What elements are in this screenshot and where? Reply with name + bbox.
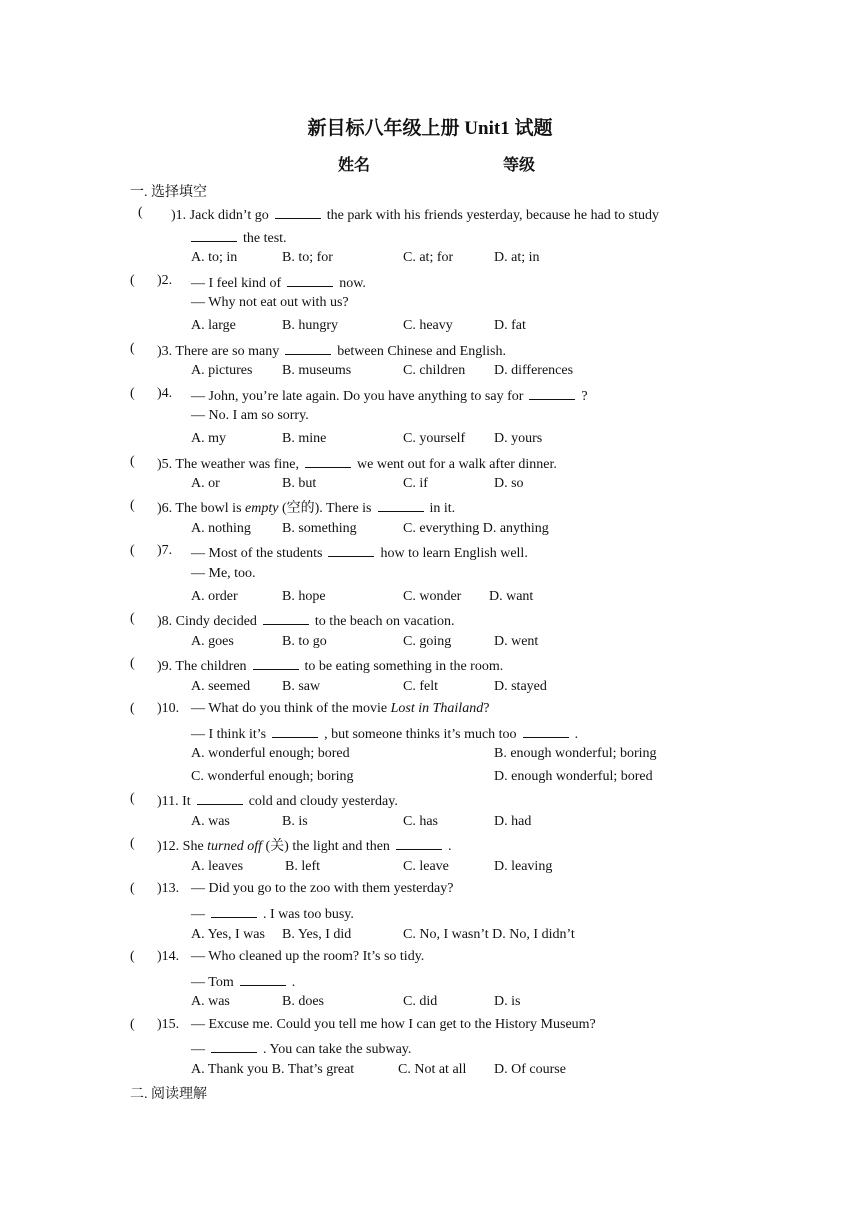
option-d: D. enough wonderful; bored: [494, 769, 653, 784]
name-label: 姓名: [338, 157, 371, 174]
question-13-number: )13.: [157, 881, 180, 896]
option-a: A. wonderful enough; bored: [191, 746, 350, 761]
option-c: C. wonder: [403, 589, 462, 604]
answer-blank: [275, 204, 321, 219]
question-14: — Who cleaned up the room? It’s so tidy.: [191, 949, 425, 964]
question-4-number: )4.: [157, 386, 173, 401]
question-10-reply: — I think it’s , but someone thinks it’s much too .: [191, 723, 578, 744]
question-15: — Excuse me. Could you tell me how I can get to the History Museum?: [191, 1017, 596, 1032]
option-c: C. everything D. anything: [403, 521, 549, 536]
answer-paren: (: [138, 205, 143, 220]
grade-label: 等级: [503, 157, 536, 174]
option-d: D. want: [489, 589, 534, 604]
answer-blank: [305, 453, 351, 468]
option-d: D. went: [494, 634, 539, 649]
answer-blank: [191, 227, 237, 242]
option-d: D. Of course: [494, 1062, 566, 1077]
option-d: D. fat: [494, 318, 526, 333]
option-a: A. pictures: [191, 363, 253, 378]
option-a: A. my: [191, 431, 226, 446]
answer-blank: [287, 272, 333, 287]
answer-paren: (: [130, 881, 135, 896]
option-c: C. going: [403, 634, 452, 649]
option-d: D. is: [494, 994, 521, 1009]
answer-paren: (: [130, 543, 135, 558]
option-a: A. order: [191, 589, 238, 604]
question-11: )11. It cold and cloudy yesterday.: [157, 790, 398, 811]
answer-blank: [211, 1038, 257, 1053]
answer-paren: (: [130, 273, 135, 288]
question-2: — I feel kind of now.: [191, 272, 366, 293]
answer-blank: [529, 385, 575, 400]
question-14-reply: — Tom .: [191, 971, 295, 992]
option-b: B. Yes, I did: [282, 927, 352, 942]
section-heading-choice: 一. 选择填空: [130, 185, 207, 200]
option-c: C. wonderful enough; boring: [191, 769, 354, 784]
option-d: D. leaving: [494, 859, 553, 874]
option-c: C. felt: [403, 679, 438, 694]
option-b: B. but: [282, 476, 317, 491]
question-10-number: )10.: [157, 701, 180, 716]
option-c: C. yourself: [403, 431, 466, 446]
question-7-number: )7.: [157, 543, 173, 558]
option-d: D. at; in: [494, 250, 540, 265]
option-a: A. seemed: [191, 679, 251, 694]
question-2-reply: — Why not eat out with us?: [191, 295, 349, 310]
option-b: B. to go: [282, 634, 327, 649]
option-b: B. museums: [282, 363, 352, 378]
answer-paren: (: [130, 656, 135, 671]
question-15-number: )15.: [157, 1017, 180, 1032]
option-a: A. to; in: [191, 250, 238, 265]
option-b: B. something: [282, 521, 357, 536]
question-1: )1. Jack didn’t go the park with his friends yesterday, because he had to study: [171, 204, 659, 225]
option-a: A. Yes, I was: [191, 927, 265, 942]
question-1-cont: the test.: [191, 227, 287, 248]
question-6: )6. The bowl is empty (空的). There is in it.: [157, 497, 455, 518]
question-4: — John, you’re late again. Do you have anything to say for ?: [191, 385, 588, 406]
answer-paren: (: [130, 341, 135, 356]
option-b: B. mine: [282, 431, 327, 446]
option-d: D. yours: [494, 431, 543, 446]
option-b: B. enough wonderful; boring: [494, 746, 657, 761]
option-c: C. Not at all: [398, 1062, 467, 1077]
answer-blank: [328, 542, 374, 557]
option-b: B. saw: [282, 679, 321, 694]
answer-blank: [272, 723, 318, 738]
answer-paren: (: [130, 386, 135, 401]
option-d: D. so: [494, 476, 524, 491]
answer-paren: (: [130, 791, 135, 806]
option-a: A. was: [191, 814, 230, 829]
option-d: D. stayed: [494, 679, 547, 694]
option-a: A. nothing: [191, 521, 251, 536]
option-b: B. does: [282, 994, 324, 1009]
option-a: A. goes: [191, 634, 234, 649]
option-d: D. had: [494, 814, 532, 829]
question-7: — Most of the students how to learn English well.: [191, 542, 528, 563]
question-7-reply: — Me, too.: [191, 566, 256, 581]
answer-blank: [396, 835, 442, 850]
answer-blank: [263, 610, 309, 625]
option-c: C. did: [403, 994, 438, 1009]
answer-blank: [523, 723, 569, 738]
option-b: B. to; for: [282, 250, 333, 265]
option-c: C. leave: [403, 859, 449, 874]
option-c: C. if: [403, 476, 428, 491]
question-3: )3. There are so many between Chinese and English.: [157, 340, 506, 361]
answer-paren: (: [130, 611, 135, 626]
option-c: C. heavy: [403, 318, 453, 333]
question-9: )9. The children to be eating something in the room.: [157, 655, 503, 676]
option-a: A. Thank you B. That’s great: [191, 1062, 355, 1077]
option-c: C. No, I wasn’t D. No, I didn’t: [403, 927, 575, 942]
option-b: B. is: [282, 814, 308, 829]
answer-blank: [197, 790, 243, 805]
question-13-reply: — . I was too busy.: [191, 903, 354, 924]
answer-blank: [378, 497, 424, 512]
section-heading-reading: 二. 阅读理解: [130, 1087, 207, 1102]
answer-blank: [253, 655, 299, 670]
question-12: )12. She turned off (关) the light and then .: [157, 835, 451, 856]
question-10: — What do you think of the movie Lost in Thailand?: [191, 701, 490, 716]
option-c: C. children: [403, 363, 466, 378]
answer-paren: (: [130, 498, 135, 513]
page-title: 新目标八年级上册 Unit1 试题: [307, 118, 553, 139]
answer-paren: (: [130, 1017, 135, 1032]
option-a: A. or: [191, 476, 220, 491]
answer-blank: [211, 903, 257, 918]
option-c: C. has: [403, 814, 438, 829]
option-a: A. large: [191, 318, 236, 333]
option-a: A. leaves: [191, 859, 244, 874]
question-13: — Did you go to the zoo with them yesterday?: [191, 881, 454, 896]
question-15-reply: — . You can take the subway.: [191, 1038, 411, 1059]
option-d: D. differences: [494, 363, 574, 378]
answer-paren: (: [130, 949, 135, 964]
question-4-reply: — No. I am so sorry.: [191, 408, 309, 423]
answer-blank: [285, 340, 331, 355]
option-b: B. hungry: [282, 318, 338, 333]
question-5: )5. The weather was fine, we went out for a walk after dinner.: [157, 453, 557, 474]
answer-paren: (: [130, 454, 135, 469]
question-14-number: )14.: [157, 949, 180, 964]
question-2-number: )2.: [157, 273, 173, 288]
option-b: B. hope: [282, 589, 326, 604]
option-b: B. left: [285, 859, 320, 874]
option-a: A. was: [191, 994, 230, 1009]
answer-paren: (: [130, 701, 135, 716]
answer-paren: (: [130, 836, 135, 851]
answer-blank: [240, 971, 286, 986]
question-8: )8. Cindy decided to the beach on vacation.: [157, 610, 454, 631]
option-c: C. at; for: [403, 250, 454, 265]
